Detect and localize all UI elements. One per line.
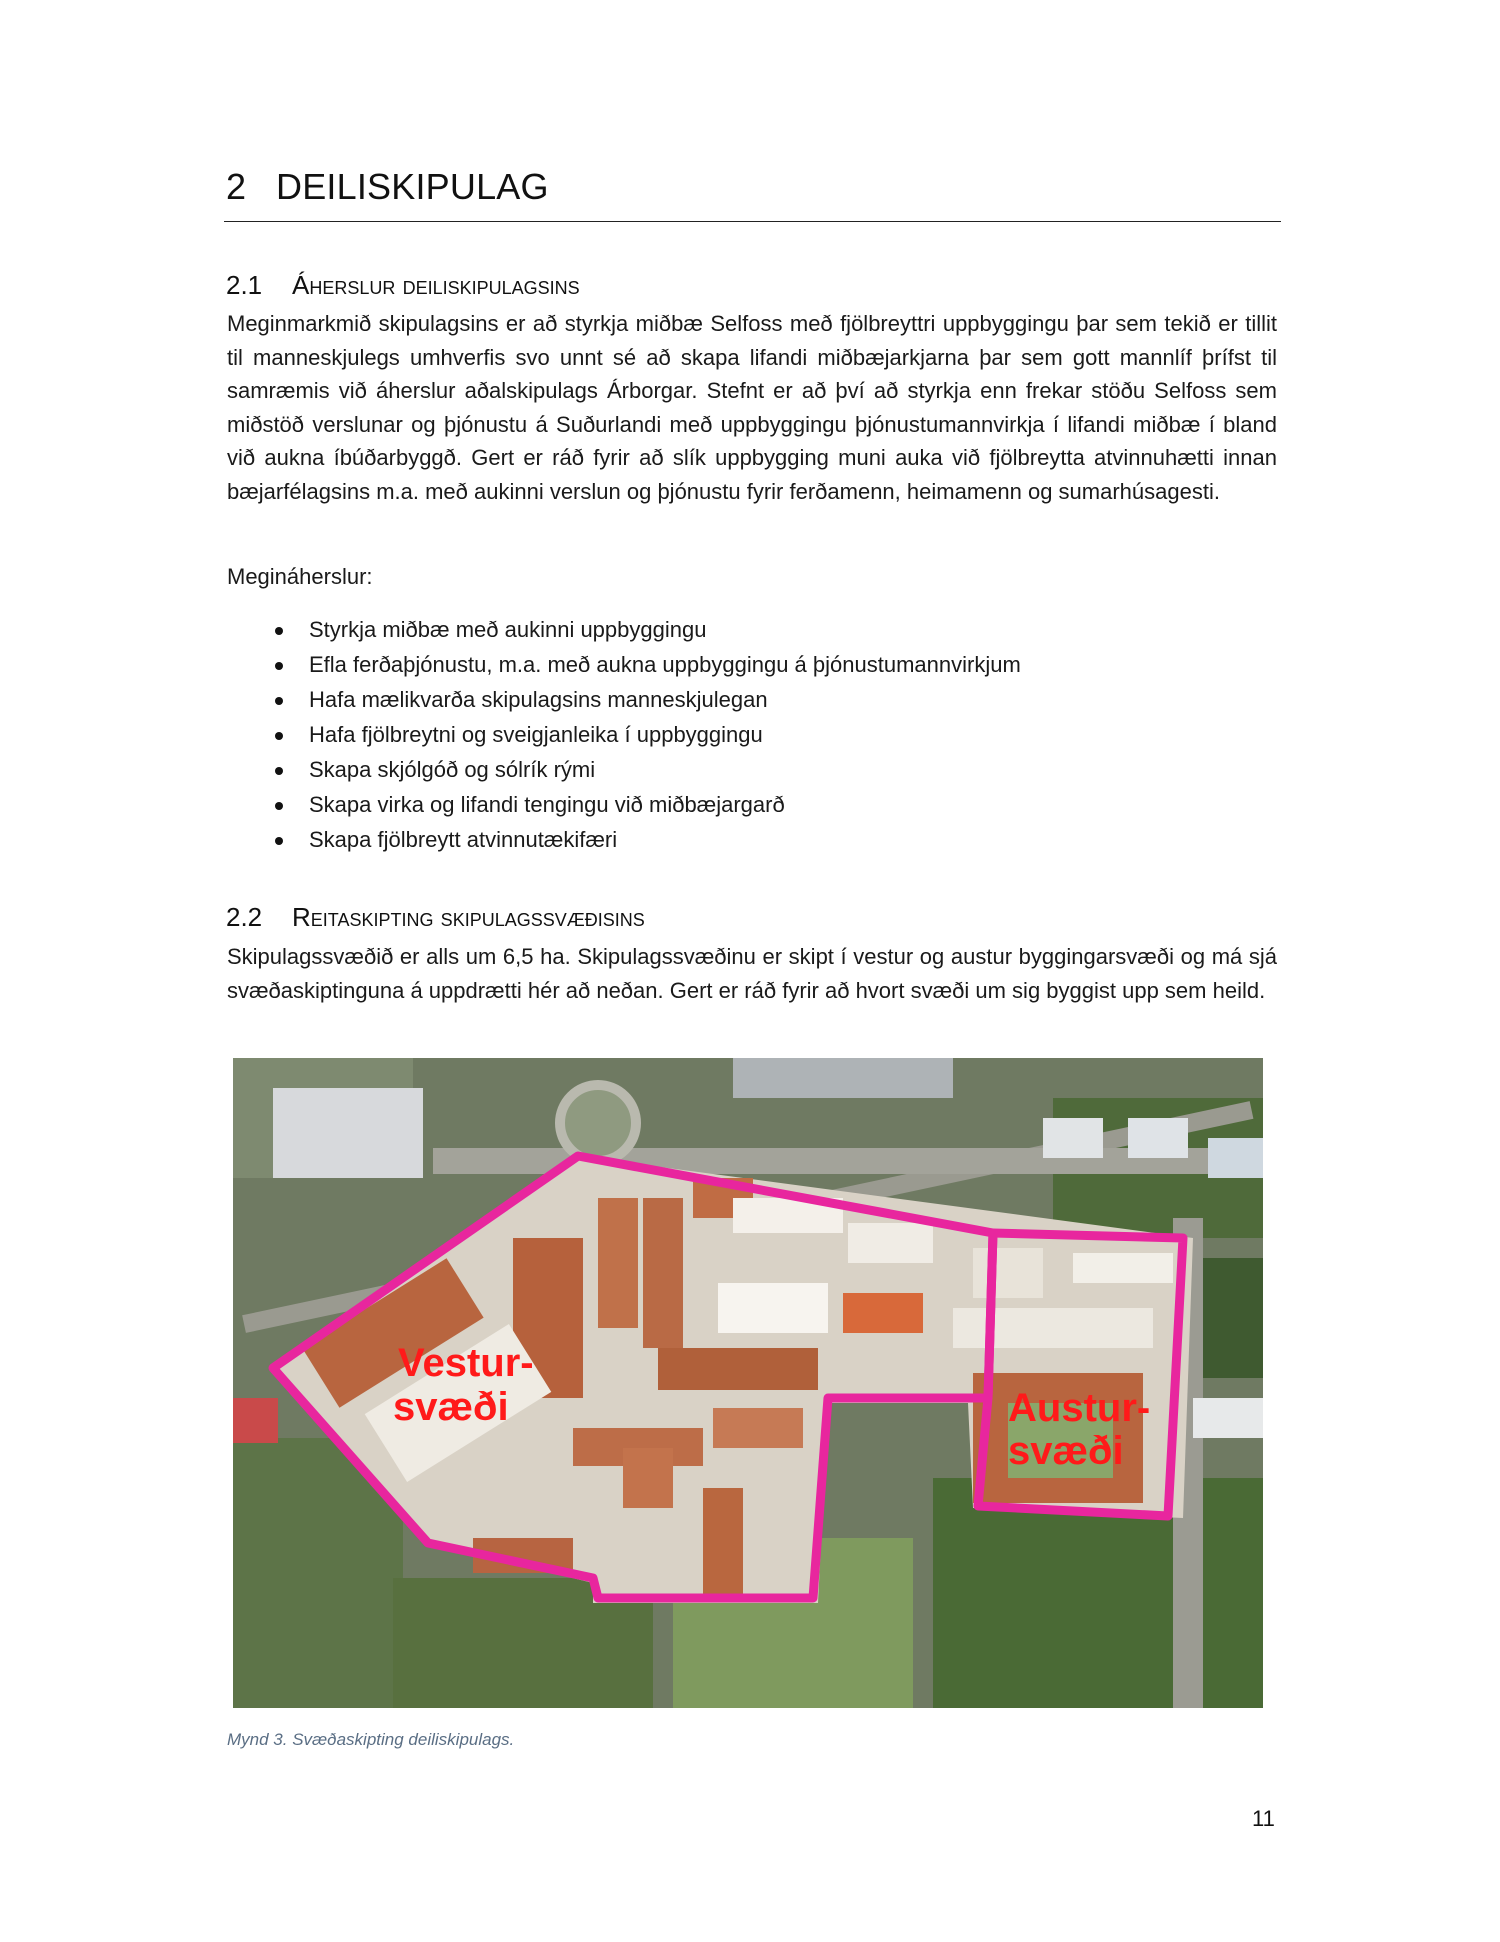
- chapter-number: 2: [226, 166, 247, 207]
- list-item: Styrkja miðbæ með aukinni uppbyggingu: [227, 612, 1021, 647]
- bullet-icon: [275, 627, 283, 635]
- zoning-map: [233, 1058, 1263, 1708]
- section-title: Reitaskipting skipulagssvæðisins: [292, 902, 645, 932]
- west-zone-label-line2: svæði: [393, 1385, 509, 1429]
- section-2-1-paragraph: Meginmarkmið skipulagsins er að styrkja miðbæ Selfoss með fjölbreyttri uppbyggingu þar sem tekið er tillit til manneskjulegs umhverfis svo unnt sé að skapa lifandi miðbæjarkjarna þar sem gott mannlíf þrífst til samræmis við áherslur aðalskipulags Árborgar. Stefnt er að því að styrkja enn frekar stöðu Selfoss sem miðstöð verslunar og þjónustu á Suðurlandi með uppbyggingu þjónustumannvirkja í lifandi miðbæ í bland við aukna íbúðarbyggð. Gert er ráð fyrir að slík uppbygging muni auka við fjölbreytta atvinnuhætti innan bæjarfélagsins m.a. með aukinni verslun og þjónustu fyrir ferðamenn, heimamenn og sumarhúsagesti.: [227, 311, 1277, 504]
- list-item: Hafa fjölbreytni og sveigjanleika í uppbyggingu: [227, 717, 1021, 752]
- bullet-icon: [275, 697, 283, 705]
- bullet-icon: [275, 802, 283, 810]
- section-title: Áherslur deiliskipulagsins: [292, 270, 580, 300]
- list-item: Efla ferðaþjónustu, m.a. með aukna uppbyggingu á þjónustumannvirkjum: [227, 647, 1021, 682]
- list-item: Skapa virka og lifandi tengingu við miðbæjargarð: [227, 787, 1021, 822]
- bullet-icon: [275, 837, 283, 845]
- west-zone-label-line1: Vestur-: [398, 1341, 534, 1385]
- bullet-icon: [275, 662, 283, 670]
- section-number: 2.1: [226, 270, 263, 300]
- figure-caption: Mynd 3. Svæðaskipting deiliskipulags.: [227, 1730, 515, 1749]
- east-zone-label-line1: Austur-: [1008, 1386, 1151, 1430]
- section-number: 2.2: [226, 902, 263, 932]
- section-2-2-paragraph: Skipulagssvæðið er alls um 6,5 ha. Skipulagssvæðinu er skipt í vestur og austur byggingarsvæði og má sjá svæðaskiptinguna á uppdrætti hér að neðan. Gert er ráð fyrir að hvort svæði um sig byggist upp sem heild.: [227, 944, 1277, 1003]
- page-number: 11: [1252, 1806, 1275, 1831]
- section-heading-2-2: [226, 902, 645, 933]
- chapter-title: DEILISKIPULAG: [276, 166, 549, 207]
- zoning-map-figure: [233, 1058, 1263, 1708]
- list-item: Skapa skjólgóð og sólrík rými: [227, 752, 1021, 787]
- list-item: Skapa fjölbreytt atvinnutækifæri: [227, 822, 1021, 857]
- section-heading-2-1: [226, 270, 580, 301]
- bullet-icon: [275, 732, 283, 740]
- list-item: Hafa mælikvarða skipulagsins manneskjulegan: [227, 682, 1021, 717]
- emphasis-lead: Megináherslur:: [227, 564, 373, 589]
- chapter-heading: [226, 166, 549, 208]
- east-zone-label-line2: svæði: [1008, 1429, 1124, 1473]
- emphasis-list: [227, 612, 1021, 857]
- bullet-icon: [275, 767, 283, 775]
- heading-rule: [224, 221, 1281, 222]
